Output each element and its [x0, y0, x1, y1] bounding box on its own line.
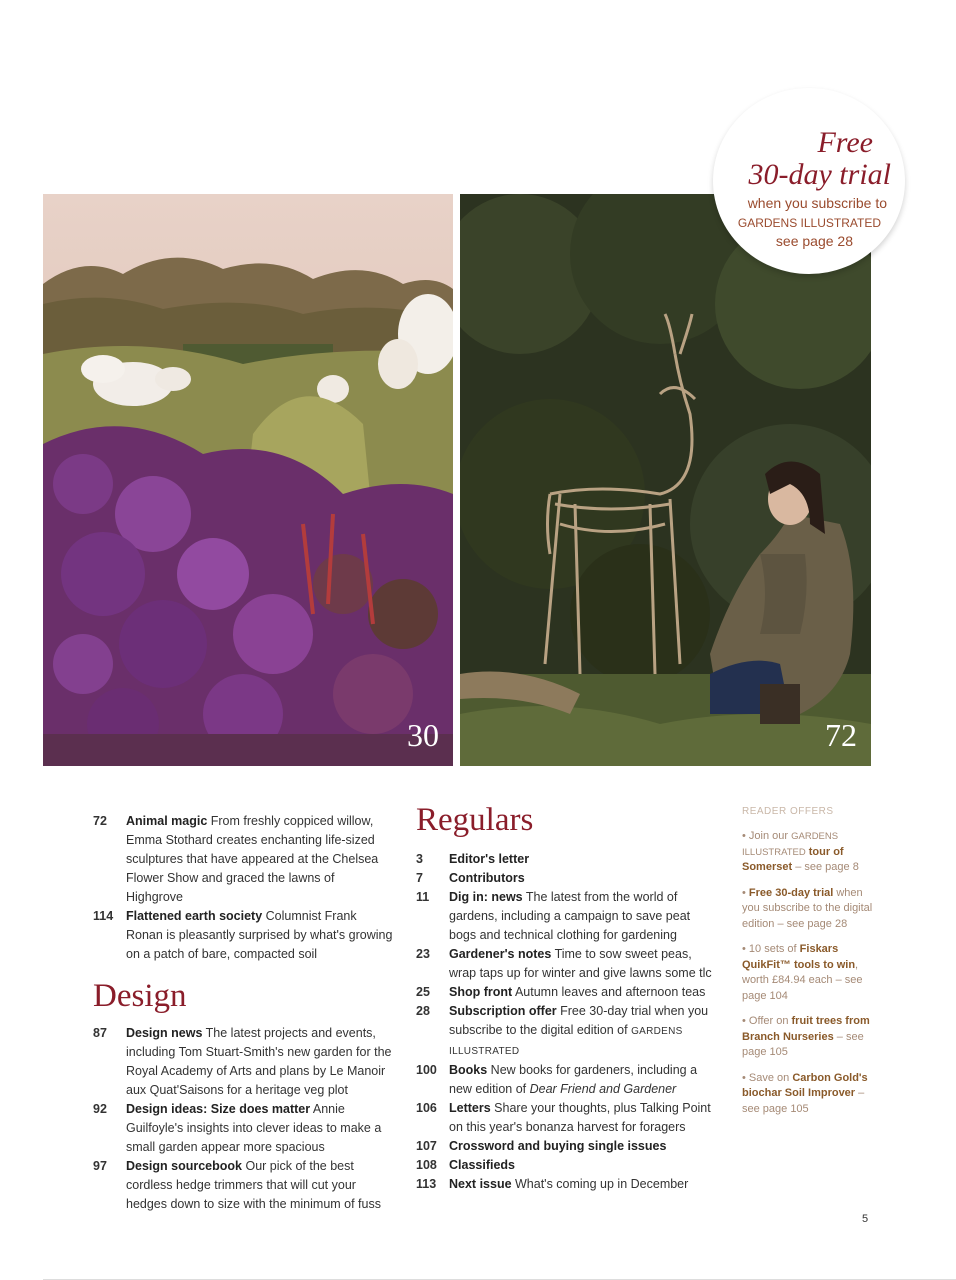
entry-description: [126, 1157, 393, 1214]
contents-entry[interactable]: [93, 1024, 393, 1100]
entry-description: [449, 888, 716, 945]
entry-description: [449, 850, 716, 869]
entry-description: [449, 869, 716, 888]
entry-description: [126, 1100, 393, 1157]
offer-page-ref: – see page 8: [792, 861, 859, 873]
entry-description: [126, 907, 393, 964]
entry-italic: Dear Friend and Gardener: [529, 1082, 677, 1096]
contents-entry[interactable]: [416, 888, 716, 945]
entry-title: Flattened earth society: [126, 909, 263, 923]
contents-column-middle: [416, 800, 716, 1194]
offer-text: • 10 sets of: [742, 943, 800, 955]
entry-description: [126, 812, 393, 907]
contents-entry[interactable]: [416, 1061, 716, 1099]
offers-list: [742, 829, 877, 1117]
reader-offer-item[interactable]: [742, 1071, 877, 1118]
entry-title: Subscription offer: [449, 1004, 557, 1018]
willow-deer-photo: [460, 194, 871, 766]
contents-entry[interactable]: [93, 1157, 393, 1214]
garden-photo-illustration: [43, 194, 453, 766]
entry-text: From freshly coppiced willow, Emma Stothard creates enchanting life-sized sculptures that have appeared at the Chelsea Flower Show and graced the lawns of Highgrove: [126, 814, 379, 904]
entry-page-number: 97: [93, 1159, 107, 1173]
badge-subscribe-text: when you subscribe to: [747, 195, 887, 211]
offer-text: • Offer on: [742, 1015, 792, 1027]
entry-text: New books for gardeners, including a new edition of: [449, 1063, 698, 1096]
entry-page-number: 11: [416, 890, 430, 904]
photo-page-number: 30: [407, 717, 439, 753]
contents-entry[interactable]: [416, 983, 716, 1002]
contents-entry[interactable]: [93, 812, 393, 907]
offer-page-ref: when you subscribe to the digital edition – see page 28: [742, 886, 873, 930]
entry-page-number: 7: [416, 871, 423, 885]
entry-page-number: 106: [416, 1101, 437, 1115]
garden-photo: [43, 194, 453, 766]
regulars-list: [416, 850, 716, 1194]
entry-text: The latest from the world of gardens, including a campaign to save peat bogs and technical clothing for gardening: [449, 890, 691, 942]
reader-offer-item[interactable]: [742, 1014, 877, 1061]
badge-magazine-name: GARDENS ILLUSTRATED: [737, 216, 881, 230]
contents-entry[interactable]: [416, 1156, 716, 1175]
entry-title: Design ideas: Size does matter: [126, 1102, 311, 1116]
offer-page-ref: – see page 105: [742, 1087, 865, 1115]
badge-trial-text: 30-day trial: [748, 158, 891, 191]
badge-free-text: Free: [817, 126, 873, 159]
entry-title: Shop front: [449, 985, 513, 999]
entry-page-number: 72: [93, 814, 107, 828]
entry-page-number: 87: [93, 1026, 107, 1040]
design-list: [93, 1024, 393, 1214]
contents-entry[interactable]: [416, 1002, 716, 1061]
entry-page-number: 108: [416, 1158, 437, 1172]
entry-text: Time to sow sweet peas, wrap taps up for winter and give lawns some tlc: [449, 947, 712, 980]
offer-highlight: fruit trees from Branch Nurseries: [742, 1015, 870, 1043]
entry-page-number: 25: [416, 985, 430, 999]
entry-title: Books: [449, 1063, 488, 1077]
reader-offer-item[interactable]: [742, 886, 877, 933]
entry-text: Our pick of the best cordless hedge trimmers that will cut your hedges down to size with the minimum of fuss: [126, 1159, 381, 1211]
offer-page-ref: , worth £84.94 each – see page 104: [742, 958, 863, 1002]
entry-title: Classifieds: [449, 1158, 516, 1172]
contents-entry[interactable]: [93, 907, 393, 964]
contents-entry[interactable]: [416, 1137, 716, 1156]
reader-offer-item[interactable]: [742, 942, 877, 1004]
contents-entry[interactable]: [93, 1100, 393, 1157]
entry-title: Design sourcebook: [126, 1159, 242, 1173]
entry-title: Gardener's notes: [449, 947, 552, 961]
entry-description: [449, 1175, 716, 1194]
entry-page-number: 23: [416, 947, 430, 961]
entry-text: Free 30-day trial when you subscribe to the digital edition of: [449, 1004, 709, 1037]
entry-page-number: 28: [416, 1004, 430, 1018]
offer-highlight: tour of Somerset: [742, 845, 844, 873]
entry-title: Design news: [126, 1026, 203, 1040]
entry-title: Next issue: [449, 1177, 512, 1191]
entry-description: [449, 945, 716, 983]
entry-text: Annie Guilfoyle's insights into clever ideas to make a small garden appear more spacious: [126, 1102, 382, 1154]
entry-title: Crossword and buying single issues: [449, 1139, 667, 1153]
section-heading-design: Design: [93, 978, 187, 1014]
entry-description: [449, 1156, 716, 1175]
entry-smallcaps: GARDENS ILLUSTRATED: [449, 1026, 683, 1057]
entry-description: [449, 1061, 716, 1099]
offer-text: • Join our: [742, 830, 792, 842]
contents-entry[interactable]: [416, 1175, 716, 1194]
entry-description: [449, 1002, 716, 1061]
entry-text: Autumn leaves and afternoon teas: [512, 985, 706, 999]
contents-column-left: [93, 812, 393, 1214]
entry-text: What's coming up in December: [511, 1177, 689, 1191]
free-trial-badge[interactable]: [713, 88, 905, 274]
offer-text: • Save on: [742, 1071, 793, 1084]
entry-page-number: 3: [416, 852, 423, 866]
entry-text: The latest projects and events, including Tom Stuart-Smith's new garden for the Royal Academy of Arts and plans by Le Manoir aux Quat'Saisons for a heritage veg plot: [126, 1026, 392, 1097]
reader-offers: [742, 802, 877, 1127]
entry-text: Share your thoughts, plus Talking Point on this year's bonanza harvest for foragers: [449, 1101, 711, 1134]
reader-offer-item[interactable]: [742, 829, 877, 876]
contents-entry[interactable]: [416, 1099, 716, 1137]
badge-page-ref: see page 28: [775, 233, 853, 249]
entry-page-number: 100: [416, 1063, 437, 1077]
entry-page-number: 114: [93, 909, 114, 923]
offer-smallcaps: GARDENS ILLUSTRATED: [742, 831, 839, 858]
reader-offers-label: READER OFFERS: [742, 806, 834, 817]
entry-title: Dig in: news: [449, 890, 523, 904]
features-list: [93, 812, 393, 964]
contents-entry[interactable]: [416, 869, 716, 888]
entry-page-number: 92: [93, 1102, 107, 1116]
entry-title: Editor's letter: [449, 852, 530, 866]
entry-description: [126, 1024, 393, 1100]
entry-text: Columnist Frank Ronan is pleasantly surprised by what's growing on a patch of bare, compacted soil: [126, 909, 393, 961]
contents-entry[interactable]: [416, 850, 716, 869]
section-heading-regulars: Regulars: [416, 802, 534, 838]
contents-entry[interactable]: [416, 945, 716, 983]
entry-description: [449, 983, 716, 1002]
entry-description: [449, 1137, 716, 1156]
offer-text: •: [742, 886, 749, 899]
entry-title: Contributors: [449, 871, 525, 885]
offer-highlight: Carbon Gold's biochar Soil Improver: [742, 1071, 868, 1099]
offer-page-ref: – see page 105: [742, 1030, 864, 1058]
offer-highlight: Free 30-day trial: [748, 886, 834, 899]
entry-page-number: 107: [416, 1139, 437, 1153]
entry-title: Letters: [449, 1101, 491, 1115]
offer-highlight: Fiskars QuikFit™ tools to win: [742, 943, 856, 971]
entry-title: Animal magic: [126, 814, 208, 828]
page-number: 5: [862, 1213, 869, 1225]
entry-description: [449, 1099, 716, 1137]
willow-deer-illustration: [460, 194, 871, 766]
photo-page-number: 72: [825, 717, 857, 753]
entry-page-number: 113: [416, 1177, 437, 1191]
